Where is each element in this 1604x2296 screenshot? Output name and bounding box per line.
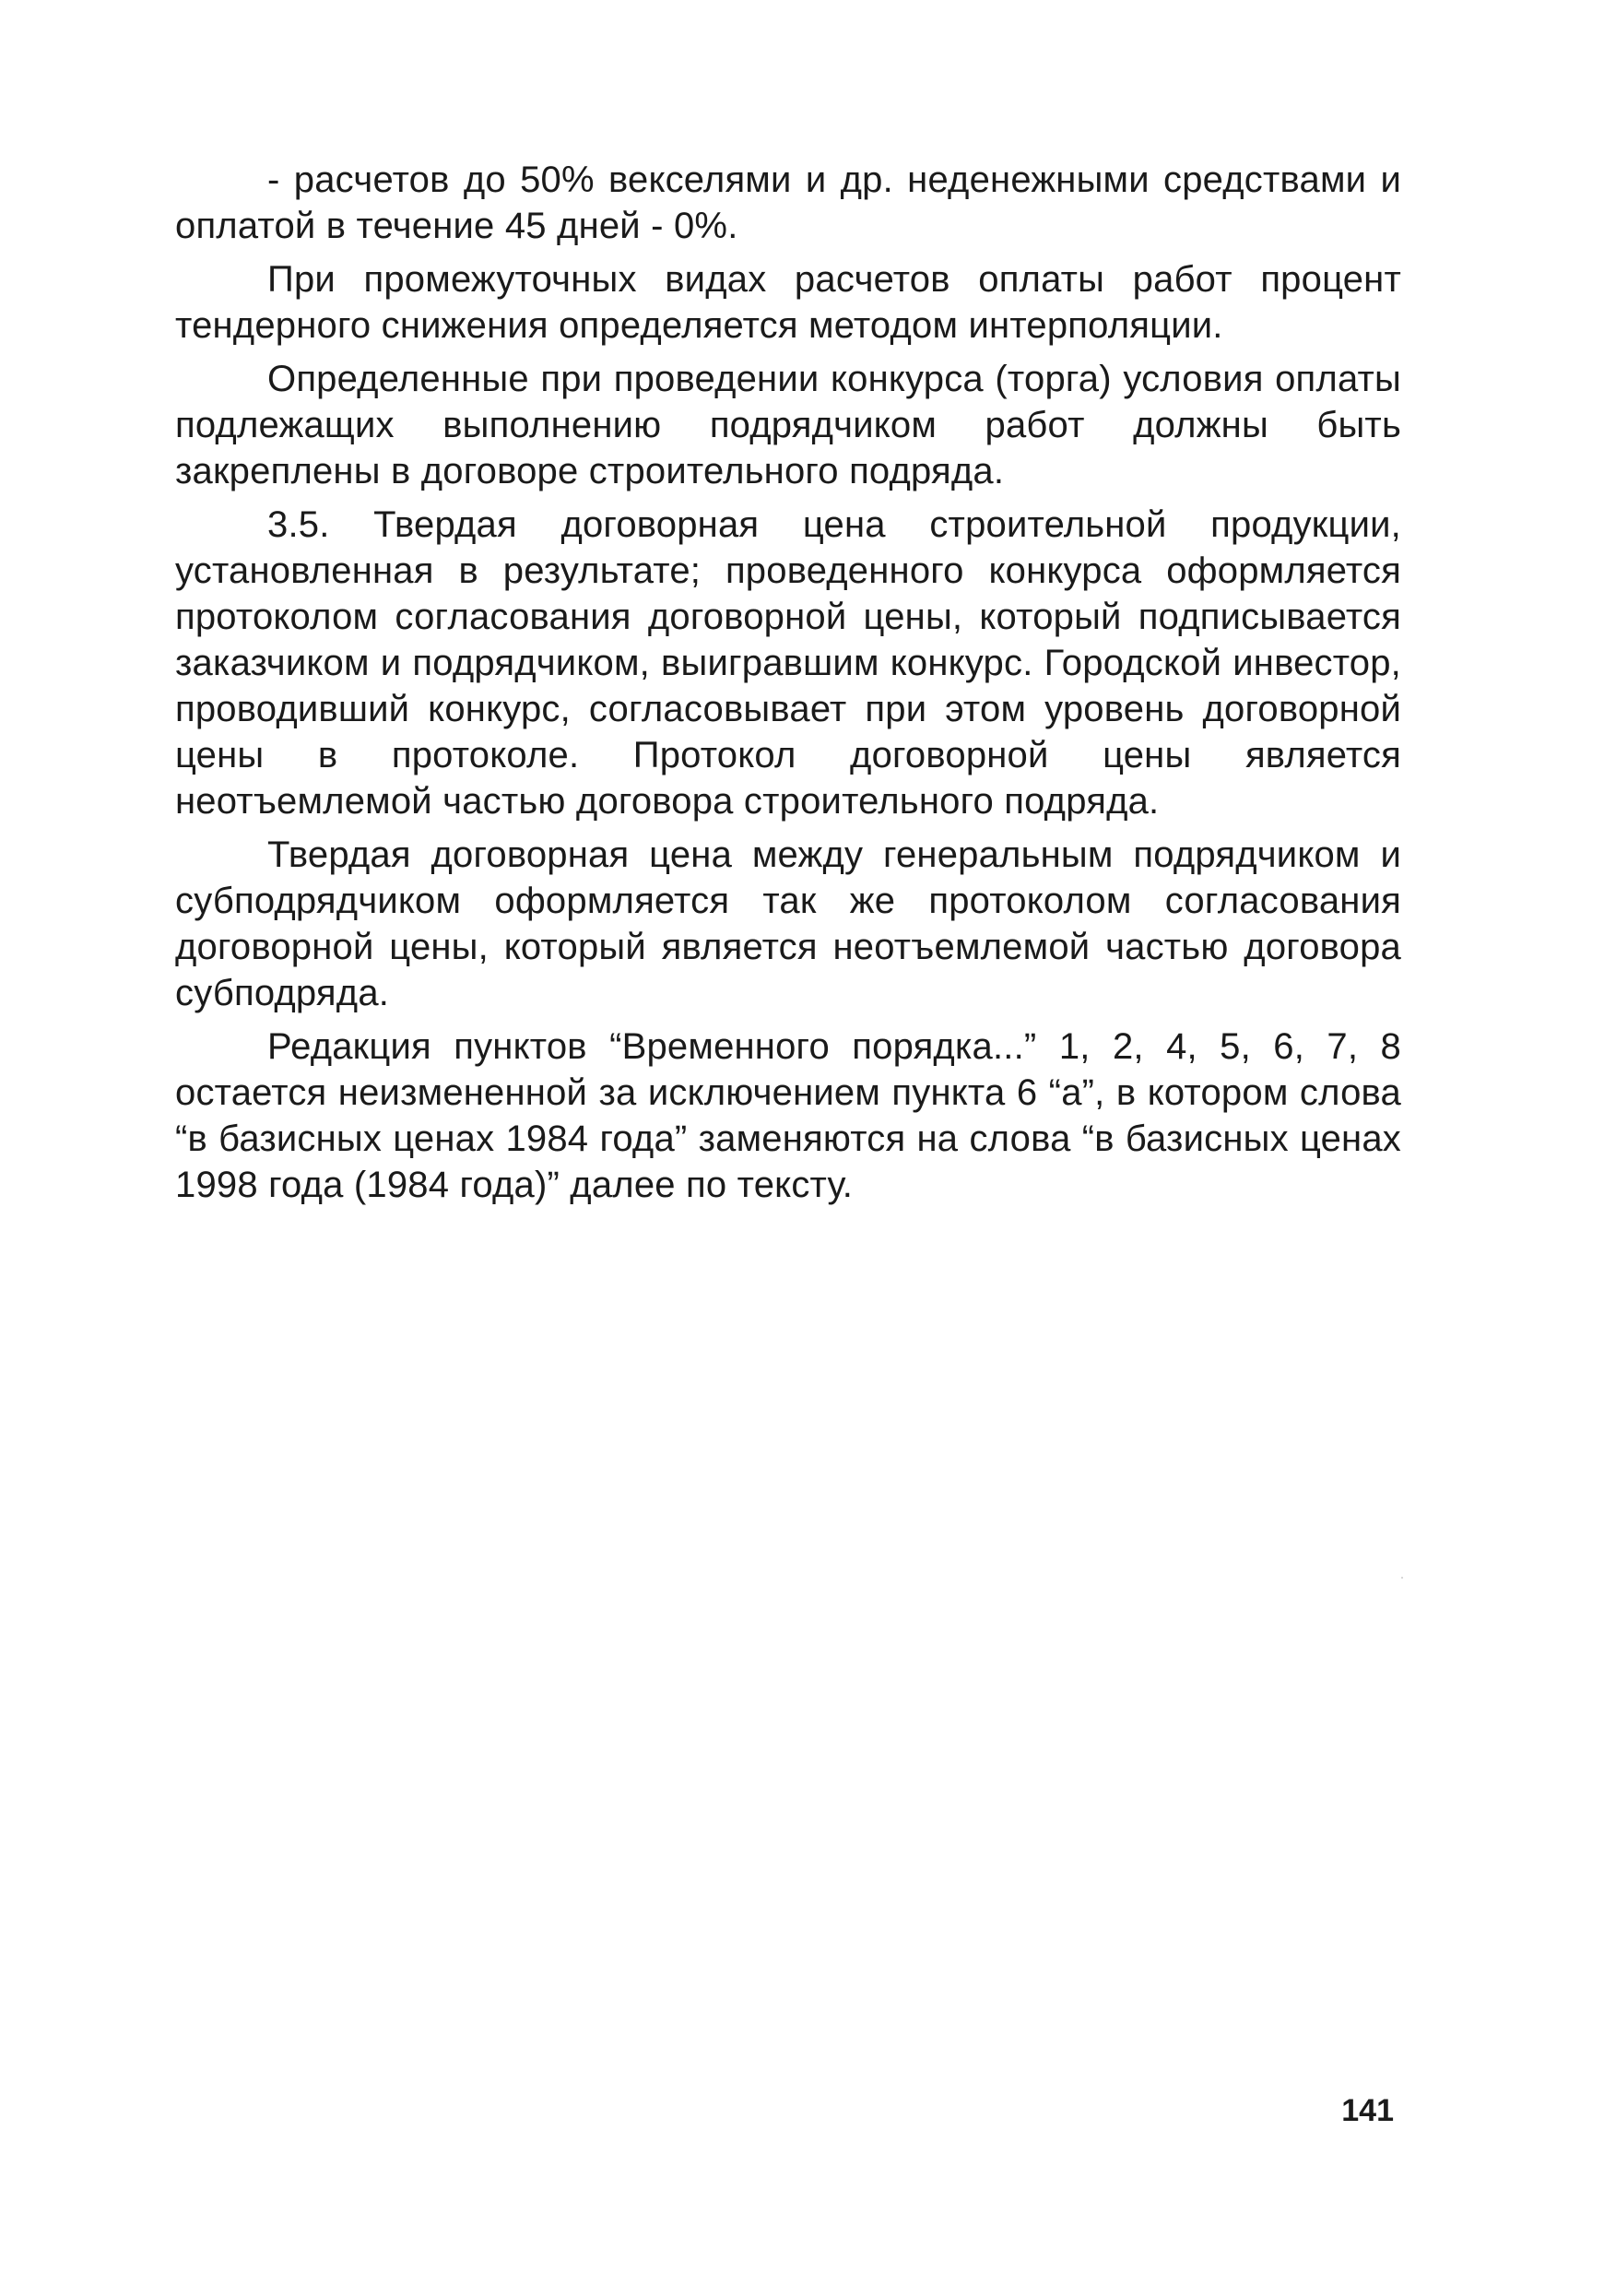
- scan-speck: [1401, 1577, 1403, 1579]
- body-text: [175, 157, 1401, 1208]
- paragraph-settlement-terms: - расчетов до 50% векселями и др. неденежными средствами и оплатой в течение 45 дней - 0%.: [175, 160, 1401, 246]
- page-number: 141: [1341, 2093, 1394, 2128]
- paragraph-section-3-5: 3.5. Твердая договорная цена строительной продукции, установленная в результате; проведенного конкурса оформляется протоколом согласования договорной цены, который подписывается заказчиком и подрядчиком, выигравшим конкурс. Городской инвестор, проводивший конкурс, согласовывает при этом уровень договорной цены в протоколе. Протокол договорной цены является неотъемлемой частью договора строительного подряда.: [175, 504, 1401, 822]
- paragraph-subcontract-price: Твердая договорная цена между генеральным подрядчиком и субподрядчиком оформляется так же протоколом согласования договорной цены, который является неотъемлемой частью договора субподряда.: [175, 834, 1401, 1013]
- paragraph-interpolation: При промежуточных видах расчетов оплаты работ процент тендерного снижения определяется методом интерполяции.: [175, 259, 1401, 346]
- paragraph-edition-clauses: Редакция пунктов “Временного порядка...” 1, 2, 4, 5, 6, 7, 8 остается неизмененной за исключением пункта 6 “а”, в котором слова “в базисных ценах 1984 года” заменяются на слова “в базисных ценах 1998 года (1984 года)” далее по тексту.: [175, 1026, 1401, 1205]
- paragraph-payment-conditions: Определенные при проведении конкурса (торга) условия оплаты подлежащих выполнению подрядчиком работ должны быть закреплены в договоре строительного подряда.: [175, 359, 1401, 491]
